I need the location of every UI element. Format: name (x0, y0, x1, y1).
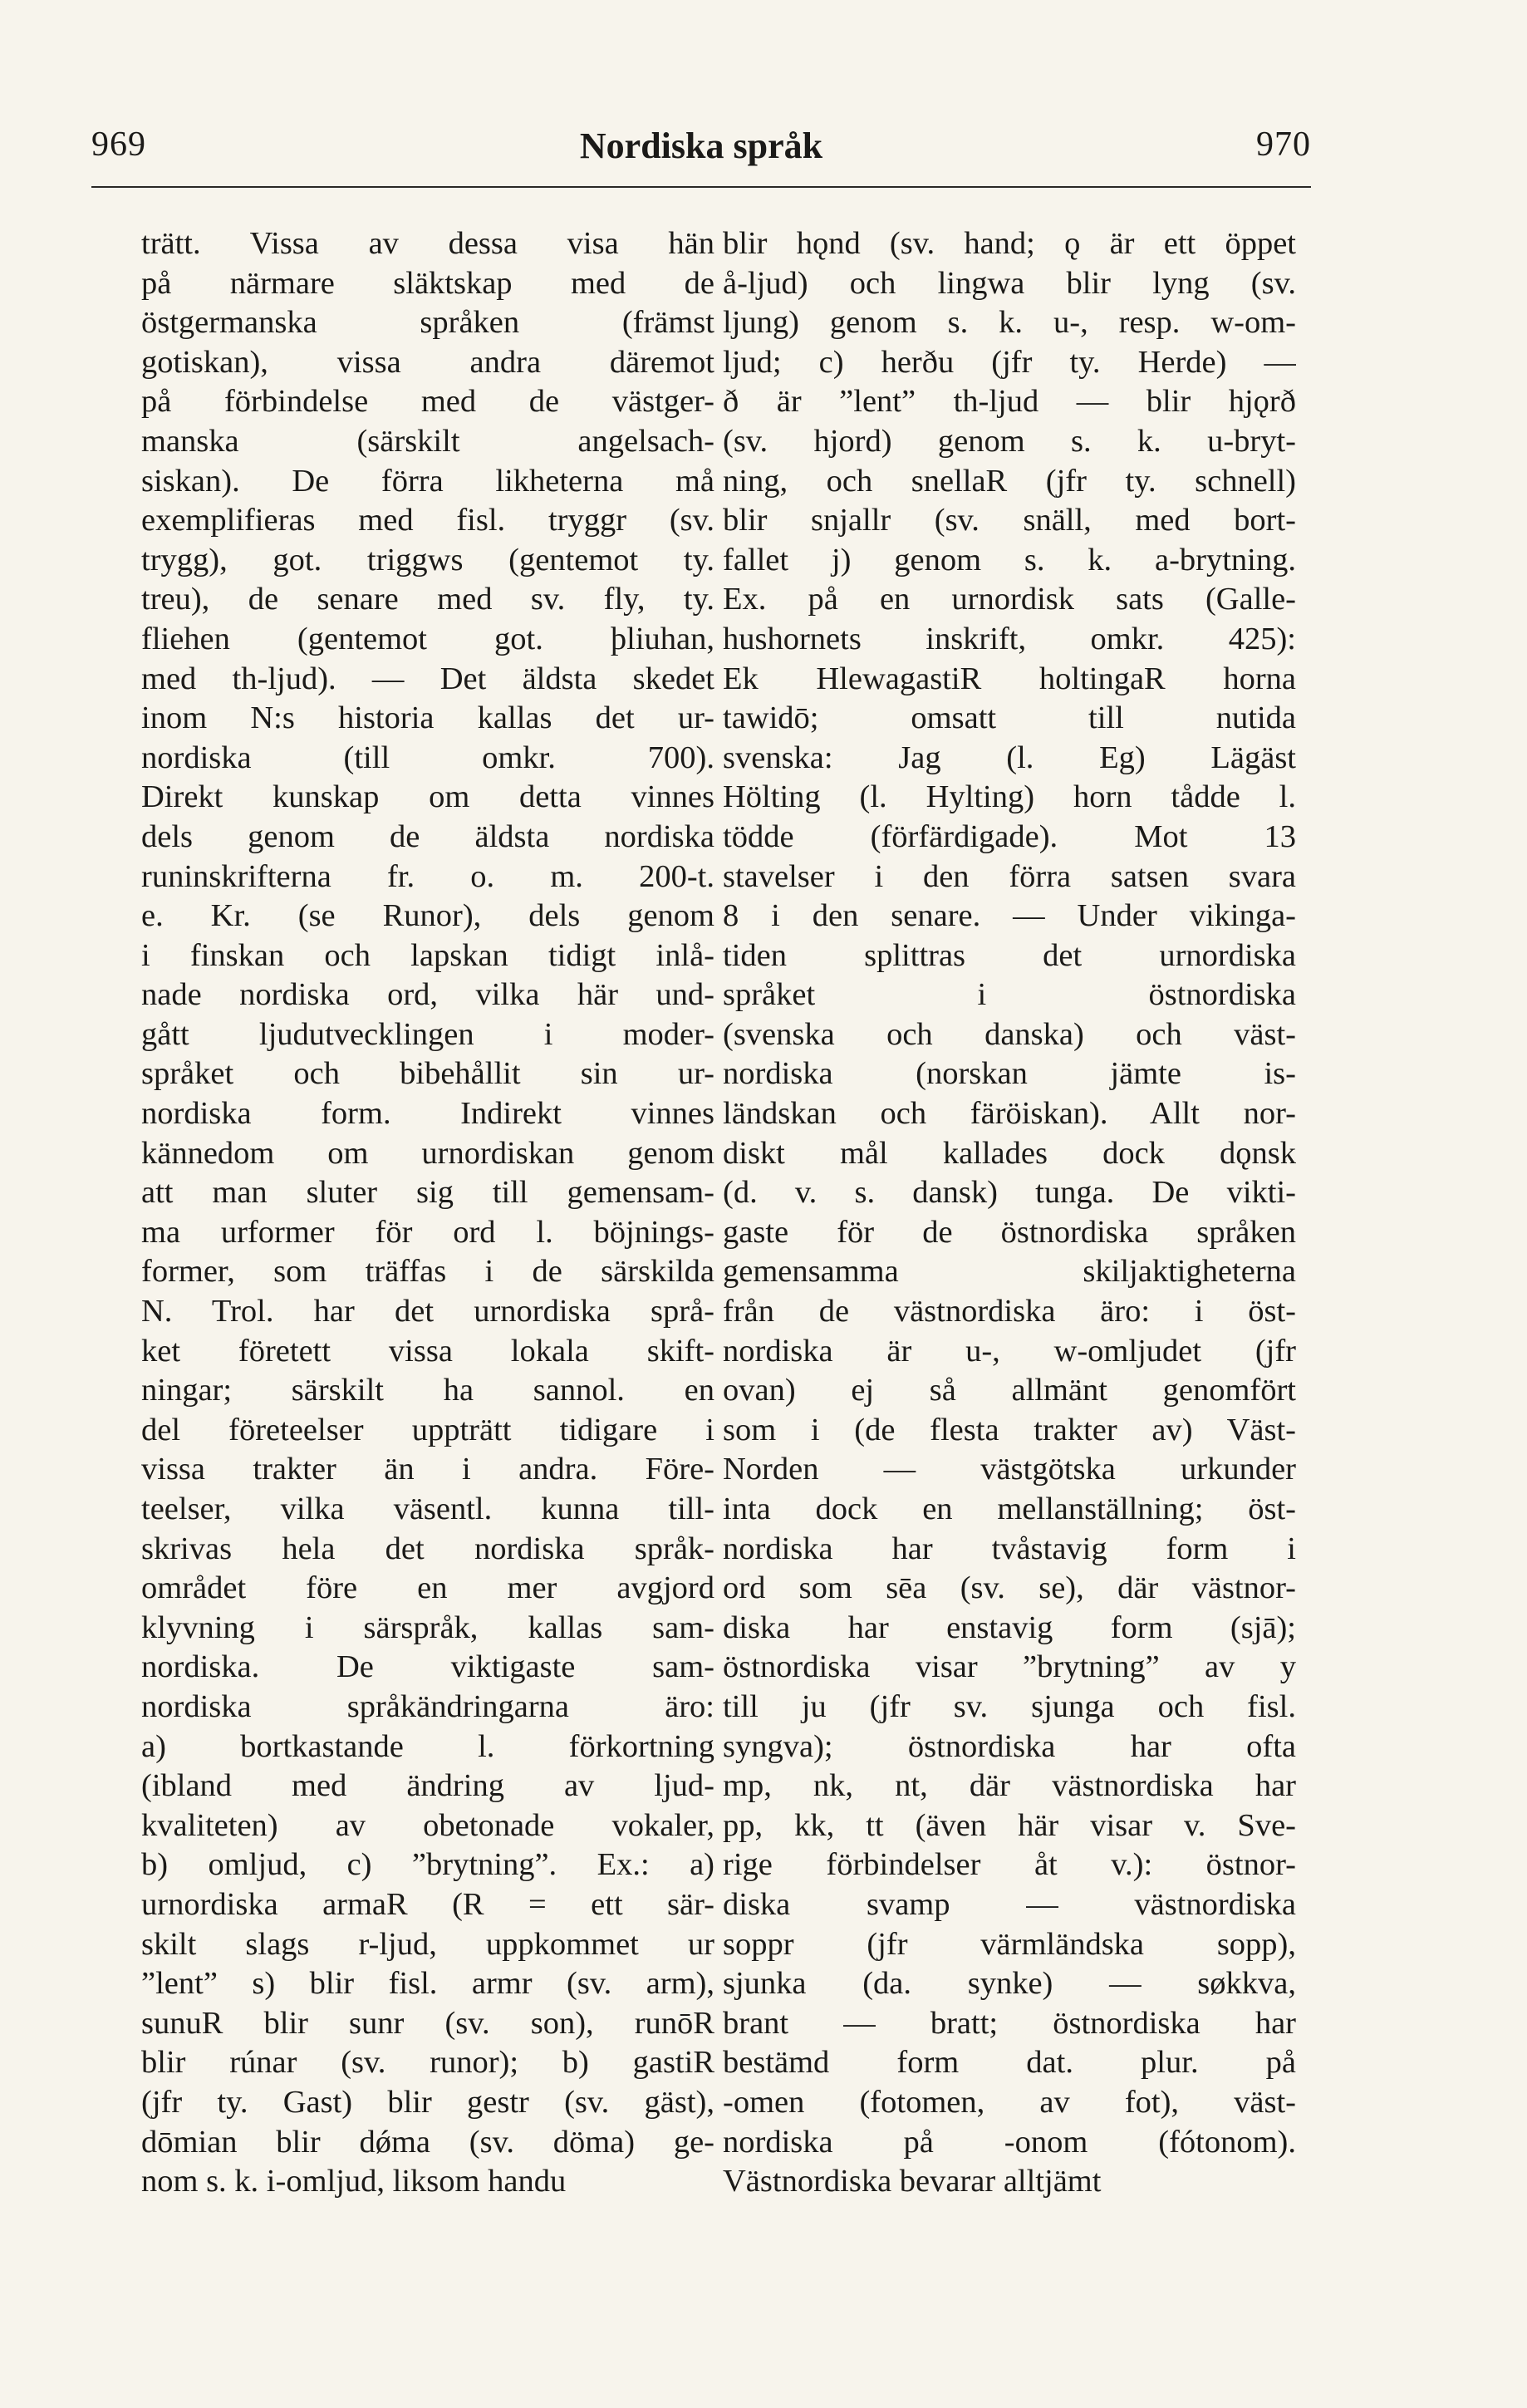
text-line: b) omljud, c) ”brytning”. Ex.: a) (141, 1847, 714, 1883)
text-line: vissa trakter än i andra. Före- (141, 1452, 714, 1487)
text-line: sjunka (da. synke) — søkkva, (723, 1966, 1296, 2002)
text-line: inom N:s historia kallas det ur- (141, 700, 714, 736)
header-rule (91, 186, 1311, 188)
text-line: nordiska språkändringarna äro: (141, 1688, 714, 1724)
running-title: Nordiska språk (579, 125, 823, 166)
text-line: å-ljud) och lingwa blir lyng (sv. (723, 265, 1296, 301)
text-line: (sv. hjord) genom s. k. u-bryt- (723, 423, 1296, 459)
text-line: soppr (jfr värmländska sopp), (723, 1926, 1296, 1962)
text-line: att man sluter sig till gemensam- (141, 1175, 714, 1211)
text-line: e. Kr. (se Runor), dels genom (141, 898, 714, 934)
text-line: bestämd form dat. plur. på (723, 2045, 1296, 2081)
text-line: gått ljudutvecklingen i moder- (141, 1016, 714, 1052)
text-line: (d. v. s. dansk) tunga. De vikti- (723, 1175, 1296, 1211)
text-line: Direkt kunskap om detta vinnes (141, 779, 714, 815)
text-line: nordiska har tvåstavig form i (723, 1531, 1296, 1566)
text-line: ð är ”lent” th-ljud — blir hjǫrð (723, 384, 1296, 420)
right-text-column (723, 224, 1296, 2202)
text-line: klyvning i särspråk, kallas sam- (141, 1609, 714, 1645)
text-line: diska svamp — västnordiska (723, 1886, 1296, 1922)
text-line: trätt. Vissa av dessa visa hän (141, 226, 714, 261)
text-line: språket i östnordiska (723, 977, 1296, 1013)
text-line: pp, kk, tt (även här visar v. Sve- (723, 1807, 1296, 1843)
text-line: från de västnordiska äro: i öst- (723, 1294, 1296, 1329)
text-line: N. Trol. har det urnordiska språ- (141, 1294, 714, 1329)
text-line: på förbindelse med de västger- (141, 384, 714, 420)
text-line: nordiska. De viktigaste sam- (141, 1649, 714, 1685)
text-line: ovan) ej så allmänt genomfört (723, 1373, 1296, 1408)
text-line: skilt slags r-ljud, uppkommet ur (141, 1926, 714, 1962)
text-line: nordiska på -onom (fótonom). (723, 2124, 1296, 2160)
text-line: med th-ljud). — Det äldsta skedet (141, 661, 714, 696)
text-line: (jfr ty. Gast) blir gestr (sv. gäst), (141, 2084, 714, 2120)
text-line: (ibland med ändring av ljud- (141, 1768, 714, 1804)
text-line: östnordiska visar ”brytning” av y (723, 1649, 1296, 1685)
text-line: ord som sēa (sv. se), där västnor- (723, 1570, 1296, 1606)
text-line: urnordiska armaR (R = ett sär- (141, 1886, 714, 1922)
text-line: på närmare släktskap med de (141, 265, 714, 301)
text-line: dōmian blir dǿma (sv. döma) ge- (141, 2124, 714, 2160)
text-line: ljung) genom s. k. u-, resp. w-om- (723, 305, 1296, 341)
text-line: rige förbindelser åt v.): östnor- (723, 1847, 1296, 1883)
text-line: tawidō; omsatt till nutida (723, 700, 1296, 736)
page-number-right: 970 (1256, 125, 1311, 164)
text-line: ning, och snellaR (jfr ty. schnell) (723, 463, 1296, 499)
text-line: dels genom de äldsta nordiska (141, 818, 714, 854)
text-line: fliehen (gentemot got. þliuhan, (141, 621, 714, 656)
text-line: tödde (förfärdigade). Mot 13 (723, 818, 1296, 854)
text-line: blir rúnar (sv. runor); b) gastiR (141, 2045, 714, 2081)
text-line: gemensamma skiljaktigheterna (723, 1254, 1296, 1290)
text-line: Västnordiska bevarar alltjämt (723, 2164, 1102, 2199)
text-line: kännedom om urnordiskan genom (141, 1135, 714, 1171)
text-line: skrivas hela det nordiska språk- (141, 1531, 714, 1566)
text-line: blir hǫnd (sv. hand; ǫ är ett öppet (723, 226, 1296, 261)
text-line: diskt mål kallades dock dǫnsk (723, 1135, 1296, 1171)
text-line: ma urformer för ord l. böjnings- (141, 1214, 714, 1250)
text-line: inta dock en mellanställning; öst- (723, 1491, 1296, 1526)
text-line: i finskan och lapskan tidigt inlå- (141, 937, 714, 973)
page-number-left: 969 (91, 125, 146, 164)
text-line: språket och bibehållit sin ur- (141, 1056, 714, 1092)
text-line: Ex. på en urnordisk sats (Galle- (723, 582, 1296, 617)
text-line: nade nordiska ord, vilka här und- (141, 977, 714, 1013)
text-line: siskan). De förra likheterna må (141, 463, 714, 499)
text-line: nordiska är u-, w-omljudet (jfr (723, 1333, 1296, 1369)
text-line: teelser, vilka väsentl. kunna till- (141, 1491, 714, 1526)
text-line: treu), de senare med sv. fly, ty. (141, 582, 714, 617)
left-text-column (141, 224, 714, 2202)
text-line: nordiska (norskan jämte is- (723, 1056, 1296, 1092)
text-line: kvaliteten) av obetonade vokaler, (141, 1807, 714, 1843)
text-line: området före en mer avgjord (141, 1570, 714, 1606)
text-line: ländskan och färöiskan). Allt nor- (723, 1096, 1296, 1132)
text-line: ningar; särskilt ha sannol. en (141, 1373, 714, 1408)
text-line: Norden — västgötska urkunder (723, 1452, 1296, 1487)
text-line: trygg), got. triggws (gentemot ty. (141, 542, 714, 577)
text-line: gaste för de östnordiska språken (723, 1214, 1296, 1250)
text-line: former, som träffas i de särskilda (141, 1254, 714, 1290)
text-line: östgermanska språken (främst (141, 305, 714, 341)
text-line: runinskrifterna fr. o. m. 200-t. (141, 858, 714, 894)
text-line: del företeelser uppträtt tidigare i (141, 1412, 714, 1447)
text-line: blir snjallr (sv. snäll, med bort- (723, 503, 1296, 538)
text-line: tiden splittras det urnordiska (723, 937, 1296, 973)
text-line: ket företett vissa lokala skift- (141, 1333, 714, 1369)
text-line: ljud; c) herðu (jfr ty. Herde) — (723, 344, 1296, 380)
text-line: svenska: Jag (l. Eg) Lägäst (723, 740, 1296, 775)
text-line: syngva); östnordiska har ofta (723, 1728, 1296, 1764)
text-line: Hölting (l. Hylting) horn tådde l. (723, 779, 1296, 815)
text-line: sunuR blir sunr (sv. son), runōR (141, 2005, 714, 2041)
text-line: stavelser i den förra satsen svara (723, 858, 1296, 894)
text-line: manska (särskilt angelsach- (141, 423, 714, 459)
text-line: brant — bratt; östnordiska har (723, 2005, 1296, 2041)
text-line: diska har enstavig form (sjā); (723, 1609, 1296, 1645)
text-line: (svenska och danska) och väst- (723, 1016, 1296, 1052)
text-line: -omen (fotomen, av fot), väst- (723, 2084, 1296, 2120)
text-line: som i (de flesta trakter av) Väst- (723, 1412, 1296, 1447)
text-line: nordiska (till omkr. 700). (141, 740, 714, 775)
text-line: 8 i den senare. — Under vikinga- (723, 898, 1296, 934)
text-line: Ek HlewagastiR holtingaR horna (723, 661, 1296, 696)
text-line: exemplifieras med fisl. tryggr (sv. (141, 503, 714, 538)
text-line: fallet j) genom s. k. a-brytning. (723, 542, 1296, 577)
text-line: a) bortkastande l. förkortning (141, 1728, 714, 1764)
text-line: hushornets inskrift, omkr. 425): (723, 621, 1296, 656)
text-line: till ju (jfr sv. sjunga och fisl. (723, 1688, 1296, 1724)
page-header (91, 125, 1311, 191)
text-line: nordiska form. Indirekt vinnes (141, 1096, 714, 1132)
text-line: mp, nk, nt, där västnordiska har (723, 1768, 1296, 1804)
text-line: nom s. k. i-omljud, liksom handu (141, 2164, 567, 2199)
text-line: ”lent” s) blir fisl. armr (sv. arm), (141, 1966, 714, 2002)
text-line: gotiskan), vissa andra däremot (141, 344, 714, 380)
